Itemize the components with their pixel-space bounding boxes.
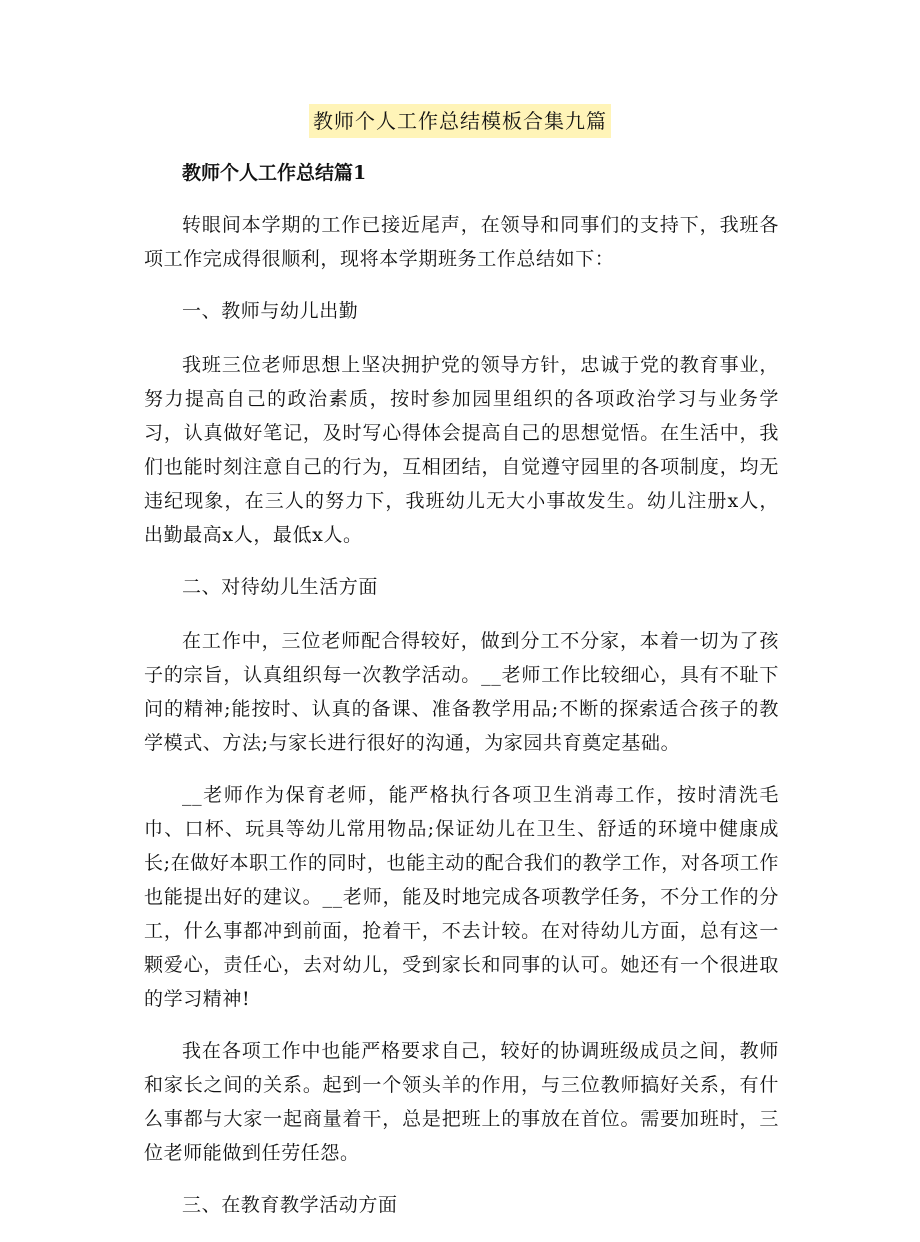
document-body bbox=[144, 156, 779, 1242]
attendance-paragraph: 我班三位老师思想上坚决拥护党的领导方针，忠诚于党的教育事业，努力提高自己的政治素质，按时参加园里组织的各项政治学习与业务学习，认真做好笔记，及时写心得体会提高自己的思想觉悟。在生活中，我们也能时刻注意自己的行为，互相团结，自觉遵守园里的各项制度，均无违纪现象，在三人的努力下，我班幼儿无大小事故发生。幼儿注册x人，出勤最高x人，最低x人。 bbox=[144, 354, 779, 546]
section-title-teaching: 三、在教育教学活动方面 bbox=[182, 1194, 398, 1216]
title-container bbox=[0, 104, 920, 138]
document-title: 教师个人工作总结模板合集九篇 bbox=[309, 104, 611, 138]
self-review-paragraph: 我在各项工作中也能严格要求自己，较好的协调班级成员之间，教师和家长之间的关系。起到一个领头羊的作用，与三位教师搞好关系，有什么事都与大家一起商量着干，总是把班上的事放在首位。需要加班时，三位老师能做到任劳任怨。 bbox=[144, 1040, 779, 1164]
caregiver-paragraph: __老师作为保育老师，能严格执行各项卫生消毒工作，按时清洗毛巾、口杯、玩具等幼儿常用物品;保证幼儿在卫生、舒适的环境中健康成长;在做好本职工作的同时，也能主动的配合我们的教学工作，对各项工作也能提出好的建议。__老师，能及时地完成各项教学任务，不分工作的分工，什么事都冲到前面，抢着干，不去计较。在对待幼儿方面，总有这一颗爱心，责任心，去对幼儿，受到家长和同事的认可。她还有一个很进取的学习精神! bbox=[144, 784, 779, 1010]
teamwork-paragraph: 在工作中，三位老师配合得较好，做到分工不分家，本着一切为了孩子的宗旨，认真组织每一次教学活动。__老师工作比较细心，具有不耻下问的精神;能按时、认真的备课、准备教学用品;不断的探索适合孩子的教学模式、方法;与家长进行很好的沟通，为家园共育奠定基础。 bbox=[144, 630, 779, 754]
section-title-life-care: 二、对待幼儿生活方面 bbox=[182, 576, 379, 598]
intro-paragraph: 转眼间本学期的工作已接近尾声，在领导和同事们的支持下，我班各项工作完成得很顺利，现将本学期班务工作总结如下： bbox=[144, 214, 779, 270]
section-heading: 教师个人工作总结篇1 bbox=[182, 162, 367, 184]
section-title-attendance: 一、教师与幼儿出勤 bbox=[182, 300, 359, 322]
